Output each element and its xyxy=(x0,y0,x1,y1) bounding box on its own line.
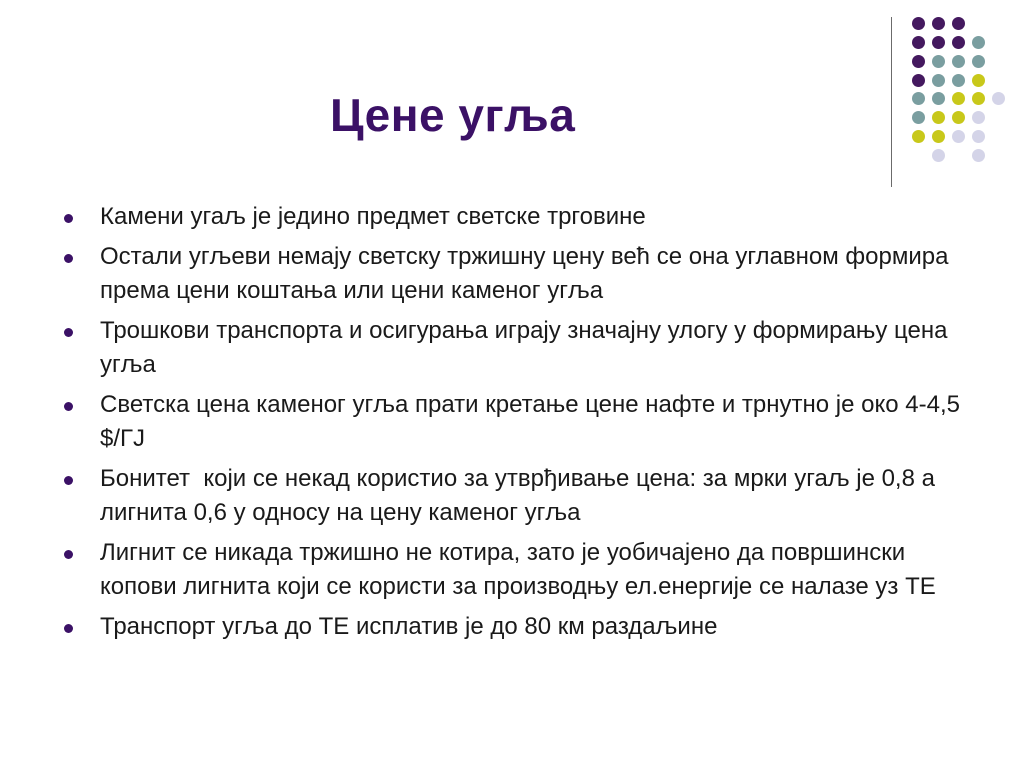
bullet-item xyxy=(62,462,982,530)
decor-dot xyxy=(932,130,945,143)
bullet-item xyxy=(62,200,982,234)
bullet-text: Остали угљеви немају светску тржишну цену већ се она углавном формира према цени коштања или цени каменог угља xyxy=(100,243,949,304)
decor-dot xyxy=(912,17,925,30)
bullet-text: Светска цена каменог угља прати кретање цене нафте и трнутно је око 4-4,5 $/ГЈ xyxy=(100,391,960,452)
bullet-dot-icon xyxy=(64,550,73,559)
bullet-dot-icon xyxy=(64,624,73,633)
decor-dot xyxy=(932,111,945,124)
bullet-item xyxy=(62,314,982,382)
bullet-text: Трошкови транспорта и осигурања играју значајну улогу у формирању цена угља xyxy=(100,317,948,378)
bullet-text: Лигнит се никада тржишно не котира, зато је уобичајено да површински копови лигнита који се користи за производњу ел.енергије се налазе уз ТЕ xyxy=(100,539,936,600)
bullet-item xyxy=(62,536,982,604)
decor-dot xyxy=(932,149,945,162)
bullet-dot-icon xyxy=(64,476,73,485)
bullet-item xyxy=(62,388,982,456)
decor-dot xyxy=(932,92,945,105)
decor-dot xyxy=(912,130,925,143)
decor-dot xyxy=(952,36,965,49)
decor-dot xyxy=(952,17,965,30)
decor-dot xyxy=(952,74,965,87)
bullet-text: Транспорт угља до ТЕ исплатив је до 80 км раздаљине xyxy=(100,613,718,640)
bullet-item xyxy=(62,610,982,644)
bullet-text: Бонитет који се некад користио за утврђивање цена: за мрки угаљ је 0,8 а лигнита 0,6 у односу на цену каменог угља xyxy=(100,465,942,526)
decor-dot xyxy=(952,111,965,124)
decor-dot xyxy=(972,55,985,68)
decor-dot xyxy=(932,17,945,30)
bullet-list xyxy=(62,200,982,650)
decor-dot xyxy=(912,36,925,49)
decor-dot xyxy=(972,36,985,49)
decor-dot xyxy=(972,130,985,143)
decor-dot xyxy=(912,92,925,105)
bullet-text: Камени угаљ је једино предмет светске трговине xyxy=(100,203,646,230)
decor-dot xyxy=(972,149,985,162)
bullet-dot-icon xyxy=(64,254,73,263)
bullet-dot-icon xyxy=(64,214,73,223)
decor-dot xyxy=(952,55,965,68)
decor-dot xyxy=(932,74,945,87)
decor-dot xyxy=(972,92,985,105)
bullet-dot-icon xyxy=(64,402,73,411)
decor-dot xyxy=(972,74,985,87)
bullet-dot-icon xyxy=(64,328,73,337)
decor-dot xyxy=(992,92,1005,105)
decor-dot xyxy=(912,55,925,68)
decor-dot xyxy=(932,55,945,68)
decor-dot xyxy=(952,92,965,105)
slide-title: Цене угља xyxy=(330,89,576,141)
bullet-item xyxy=(62,240,982,308)
decor-dot xyxy=(912,74,925,87)
decor-dot xyxy=(952,130,965,143)
decor-dot xyxy=(932,36,945,49)
vertical-divider xyxy=(891,17,892,187)
decor-dot xyxy=(972,111,985,124)
decor-dot xyxy=(912,111,925,124)
